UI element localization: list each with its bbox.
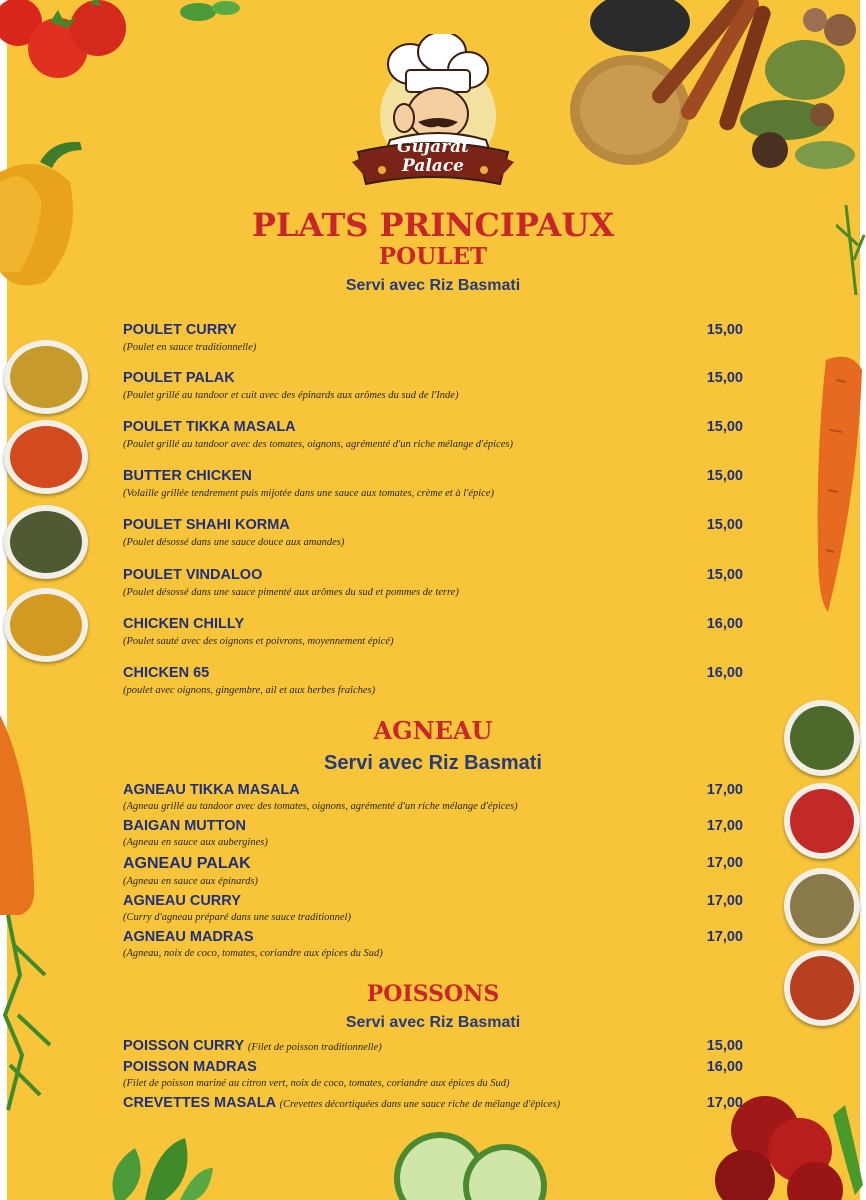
item-name: AGNEAU TIKKA MASALA xyxy=(123,782,300,798)
item-description: (Agneau en sauce aux aubergines) xyxy=(123,837,268,848)
item-description: (Poulet sauté avec des oignons et poivrons, moyennement épicé) xyxy=(123,636,394,647)
item-price: 15,00 xyxy=(706,1038,743,1054)
item-description: (Poulet désossé dans une sauce pimenté aux arômes du sud et pommes de terre) xyxy=(123,587,459,598)
item-price: 17,00 xyxy=(706,818,743,834)
item-description: (Agneau, noix de coco, tomates, coriandre aux épices du Sud) xyxy=(123,948,383,959)
item-description: (Agneau en sauce aux épinards) xyxy=(123,876,258,887)
spice-bowl-icon xyxy=(784,868,860,944)
item-name: POULET VINDALOO xyxy=(123,567,263,583)
spice-bowl-icon xyxy=(4,588,88,662)
item-name xyxy=(123,1095,560,1111)
section-title-agneau: AGNEAU xyxy=(373,716,493,745)
item-name: BAIGAN MUTTON xyxy=(123,818,246,834)
item-price: 17,00 xyxy=(706,782,743,798)
item-name-text: CREVETTES MASALA xyxy=(123,1095,276,1111)
item-name: AGNEAU MADRAS xyxy=(123,929,254,945)
spice-bowl-icon xyxy=(4,420,88,494)
section-title-main: PLATS PRINCIPAUX xyxy=(251,206,615,244)
item-description: (Poulet grillé au tandoor avec des tomates, oignons, agrémenté d'un riche mélange d'épices) xyxy=(123,439,513,450)
item-name: BUTTER CHICKEN xyxy=(123,468,252,484)
served-with-agneau: Servi avec Riz Basmati xyxy=(324,752,542,774)
logo-line1: Gujarat xyxy=(397,137,469,157)
item-price: 16,00 xyxy=(706,616,743,632)
section-title-poissons: POISSONS xyxy=(366,981,500,1007)
item-name: POULET CURRY xyxy=(123,322,237,338)
item-name: POULET SHAHI KORMA xyxy=(123,517,290,533)
item-name: POULET PALAK xyxy=(123,370,235,386)
item-name: CHICKEN 65 xyxy=(123,665,210,681)
item-price: 17,00 xyxy=(706,929,743,945)
item-price: 15,00 xyxy=(706,567,743,583)
item-description: (Filet de poisson traditionnelle) xyxy=(247,1042,382,1053)
item-description: (Poulet désossé dans une sauce douce aux amandes) xyxy=(123,537,345,548)
item-name-text: POISSON CURRY xyxy=(123,1038,244,1054)
item-description: (Volaille grillée tendrement puis mijotée dans une sauce aux tomates, crème et à l'épice) xyxy=(123,488,495,499)
item-name: CHICKEN CHILLY xyxy=(123,616,245,632)
item-name: AGNEAU PALAK xyxy=(123,855,251,872)
spice-bowl-icon xyxy=(784,783,860,859)
item-price: 17,00 xyxy=(706,893,743,909)
item-price: 16,00 xyxy=(706,1059,743,1075)
item-name: AGNEAU CURRY xyxy=(123,893,241,909)
tomato-icon xyxy=(0,0,140,90)
item-description: (Poulet en sauce traditionnelle) xyxy=(123,342,257,353)
item-name: POISSON MADRAS xyxy=(123,1059,257,1075)
served-with-poissons: Servi avec Riz Basmati xyxy=(345,1014,521,1031)
item-price: 15,00 xyxy=(706,468,743,484)
carrot-icon xyxy=(0,715,70,1115)
carrot-icon xyxy=(806,350,866,620)
served-with-poulet: Servi avec Riz Basmati xyxy=(345,277,521,294)
item-name xyxy=(123,1038,382,1054)
item-price: 15,00 xyxy=(706,419,743,435)
logo-line2: Palace xyxy=(402,156,464,176)
item-price: 15,00 xyxy=(706,322,743,338)
herb-icon xyxy=(95,1128,215,1200)
item-description: (Curry d'agneau préparé dans une sauce traditionnel) xyxy=(123,912,351,923)
item-price: 17,00 xyxy=(706,855,743,871)
spice-bowl-icon xyxy=(4,340,88,414)
item-description: (Poulet grillé au tandoor et cuit avec des épinards aux arômes du sud de l'Inde) xyxy=(123,390,459,401)
spice-bowl-icon xyxy=(4,505,88,579)
item-description: (Filet de poisson mariné au citron vert, noix de coco, tomates, coriandre aux épices du Sud) xyxy=(123,1078,510,1089)
spices-icon xyxy=(560,0,860,200)
item-description: (Crevettes décortiquées dans une sauce riche de mélange d'épices) xyxy=(279,1099,561,1110)
item-price: 15,00 xyxy=(706,517,743,533)
item-description: (poulet avec oignons, gingembre, ail et aux herbes fraîches) xyxy=(123,685,376,696)
herb-icon xyxy=(168,0,248,40)
item-price: 16,00 xyxy=(706,665,743,681)
item-description: (Agneau grillé au tandoor avec des tomates, oignons, agrémenté d'un riche mélange d'épices) xyxy=(123,801,518,812)
item-price: 17,00 xyxy=(706,1095,743,1111)
brand-logo xyxy=(350,34,516,194)
cucumber-icon xyxy=(385,1128,555,1200)
section-subtitle-poulet: POULET xyxy=(378,243,488,270)
item-name: POULET TIKKA MASALA xyxy=(123,419,296,435)
item-price: 15,00 xyxy=(706,370,743,386)
